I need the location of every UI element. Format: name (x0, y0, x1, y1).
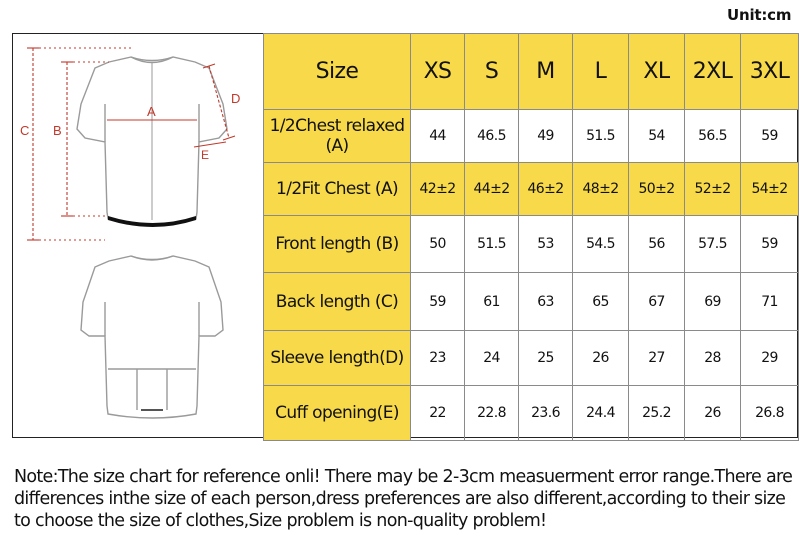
size-s-header: S (465, 34, 519, 110)
size-3xl-header: 3XL (741, 34, 799, 110)
table-cell: 59 (741, 216, 799, 273)
table-row (264, 216, 799, 273)
table-cell: 59 (411, 273, 465, 331)
table-cell: 44±2 (465, 163, 519, 216)
table-cell: 71 (741, 273, 799, 331)
table-cell: 50±2 (629, 163, 685, 216)
table-cell: 54 (629, 110, 685, 163)
table-cell: 52±2 (685, 163, 741, 216)
size-m-header: M (519, 34, 573, 110)
note-line: Note:The size chart for reference onli! There may be 2-3cm measuerment error range.There are (14, 467, 793, 487)
row-label: Cuff opening(E) (264, 386, 411, 441)
size-header-row (264, 34, 799, 110)
size-table (263, 33, 799, 441)
size-2xl-header: 2XL (685, 34, 741, 110)
row-label: Sleeve length(D) (264, 331, 411, 386)
label-d: D (231, 91, 241, 106)
table-cell: 54±2 (741, 163, 799, 216)
table-row (264, 110, 799, 163)
table-cell: 22 (411, 386, 465, 441)
row-label: 1/2Fit Chest (A) (264, 163, 411, 216)
table-cell: 24 (465, 331, 519, 386)
size-xl-header: XL (629, 34, 685, 110)
table-cell: 61 (465, 273, 519, 331)
jersey-measurement-diagram (13, 34, 264, 437)
table-cell: 25.2 (629, 386, 685, 441)
label-b: B (53, 123, 62, 138)
table-cell: 46.5 (465, 110, 519, 163)
size-l-header: L (573, 34, 629, 110)
table-cell: 65 (573, 273, 629, 331)
table-cell: 67 (629, 273, 685, 331)
table-cell: 23.6 (519, 386, 573, 441)
row-label: Front length (B) (264, 216, 411, 273)
table-cell: 49 (519, 110, 573, 163)
table-cell: 69 (685, 273, 741, 331)
table-cell: 28 (685, 331, 741, 386)
table-cell: 42±2 (411, 163, 465, 216)
table-row (264, 163, 799, 216)
jersey-front-illustration (77, 57, 227, 226)
table-cell: 25 (519, 331, 573, 386)
row-label: Back length (C) (264, 273, 411, 331)
measurement-lines (27, 48, 235, 240)
table-cell: 24.4 (573, 386, 629, 441)
size-header-label: Size (264, 34, 411, 110)
table-cell: 51.5 (573, 110, 629, 163)
table-cell: 53 (519, 216, 573, 273)
table-cell: 26.8 (741, 386, 799, 441)
table-cell: 23 (411, 331, 465, 386)
table-cell: 26 (573, 331, 629, 386)
table-cell: 59 (741, 110, 799, 163)
table-row (264, 331, 799, 386)
table-cell: 27 (629, 331, 685, 386)
table-cell: 46±2 (519, 163, 573, 216)
table-cell: 57.5 (685, 216, 741, 273)
label-a: A (147, 104, 156, 119)
table-cell: 54.5 (573, 216, 629, 273)
label-e: E (201, 148, 210, 162)
size-note (14, 466, 799, 532)
table-cell: 29 (741, 331, 799, 386)
note-line: to choose the size of clothes,Size problem is non-quality problem! (14, 511, 547, 531)
table-cell: 48±2 (573, 163, 629, 216)
table-cell: 44 (411, 110, 465, 163)
size-xs-header: XS (411, 34, 465, 110)
note-line: differences inthe size of each person,dress preferences are also different,according to their size (14, 489, 786, 509)
table-row (264, 273, 799, 331)
table-cell: 56 (629, 216, 685, 273)
row-label: 1/2Chest relaxed (A) (264, 110, 411, 163)
table-cell: 50 (411, 216, 465, 273)
table-cell: 56.5 (685, 110, 741, 163)
table-cell: 51.5 (465, 216, 519, 273)
table-cell: 63 (519, 273, 573, 331)
label-c: C (20, 123, 30, 138)
jersey-back-illustration (81, 256, 223, 418)
table-row (264, 386, 799, 441)
table-cell: 26 (685, 386, 741, 441)
unit-label: Unit:cm (727, 6, 792, 24)
table-cell: 22.8 (465, 386, 519, 441)
